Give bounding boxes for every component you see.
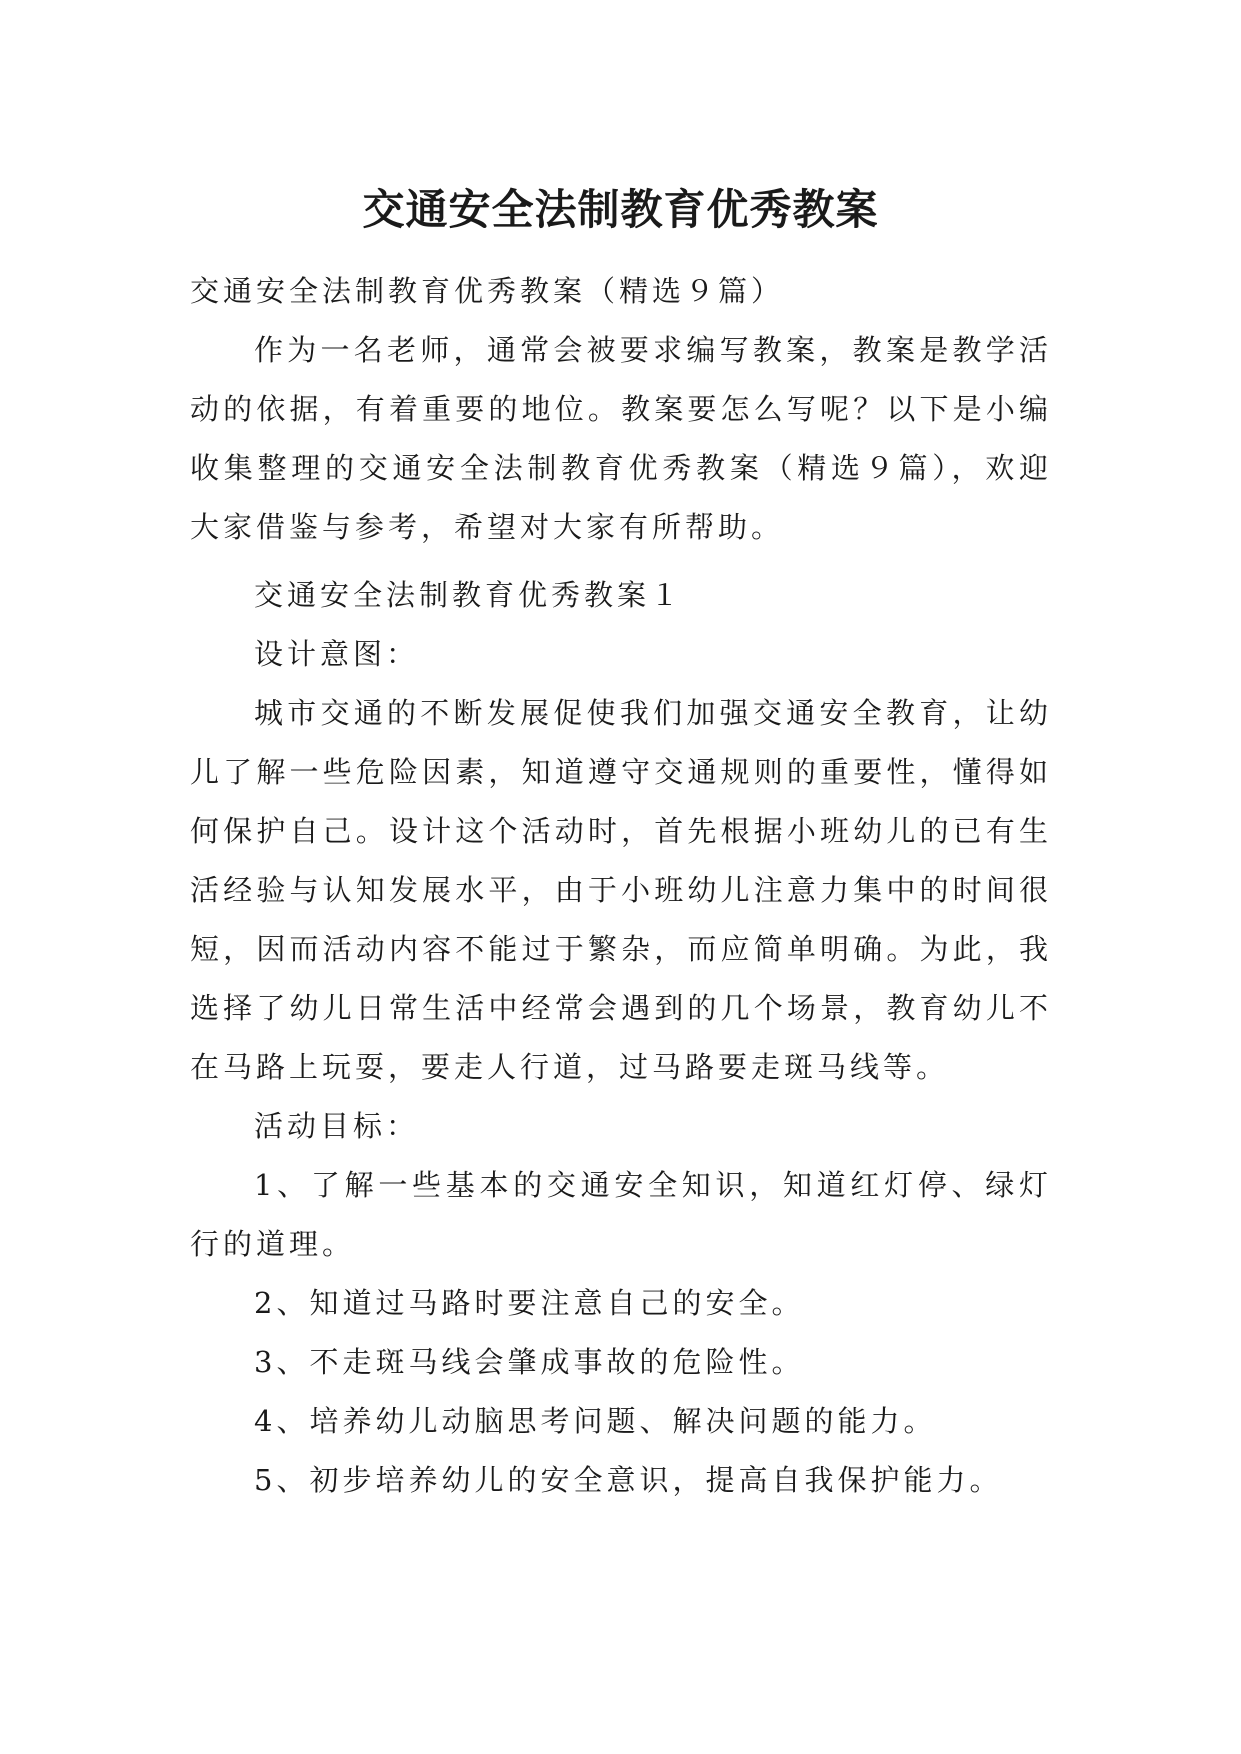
goal-item: 3、不走斑马线会肇成事故的危险性。 [254, 1345, 805, 1379]
intro-paragraph: 作为一名老师，通常会被要求编写教案，教案是教学活动的依据，有着重要的地位。教案要怎么写呢？以下是小编收集整理的交通安全法制教育优秀教案（精选９篇），欢迎大家借鉴与参考，希望对大家有所帮助。 [190, 333, 1052, 544]
page-title: 交通安全法制教育优秀教案 [362, 185, 879, 235]
section-heading: 交通安全法制教育优秀教案１ [254, 578, 684, 612]
document-body-top [190, 262, 1052, 557]
goal-item: 1、了解一些基本的交通安全知识，知道红灯停、绿灯行的道理。 [190, 1168, 1052, 1261]
document-body-section [190, 566, 1052, 1510]
goal-item: 4、培养幼儿动脑思考问题、解决问题的能力。 [254, 1404, 937, 1438]
activity-goals-label: 活动目标： [254, 1109, 420, 1143]
design-intent-label: 设计意图： [254, 637, 420, 671]
document-subtitle: 交通安全法制教育优秀教案（精选９篇） [190, 274, 785, 308]
goal-item: 2、知道过马路时要注意自己的安全。 [254, 1286, 805, 1320]
goal-item: 5、初步培养幼儿的安全意识，提高自我保护能力。 [254, 1463, 1003, 1497]
design-intent-paragraph: 城市交通的不断发展促使我们加强交通安全教育，让幼儿了解一些危险因素，知道遵守交通规则的重要性，懂得如何保护自己。设计这个活动时，首先根据小班幼儿的已有生活经验与认知发展水平，由于小班幼儿注意力集中的时间很短，因而活动内容不能过于繁杂，而应简单明确。为此，我选择了幼儿日常生活中经常会遇到的几个场景，教育幼儿不在马路上玩耍，要走人行道，过马路要走斑马线等。 [190, 696, 1052, 1084]
